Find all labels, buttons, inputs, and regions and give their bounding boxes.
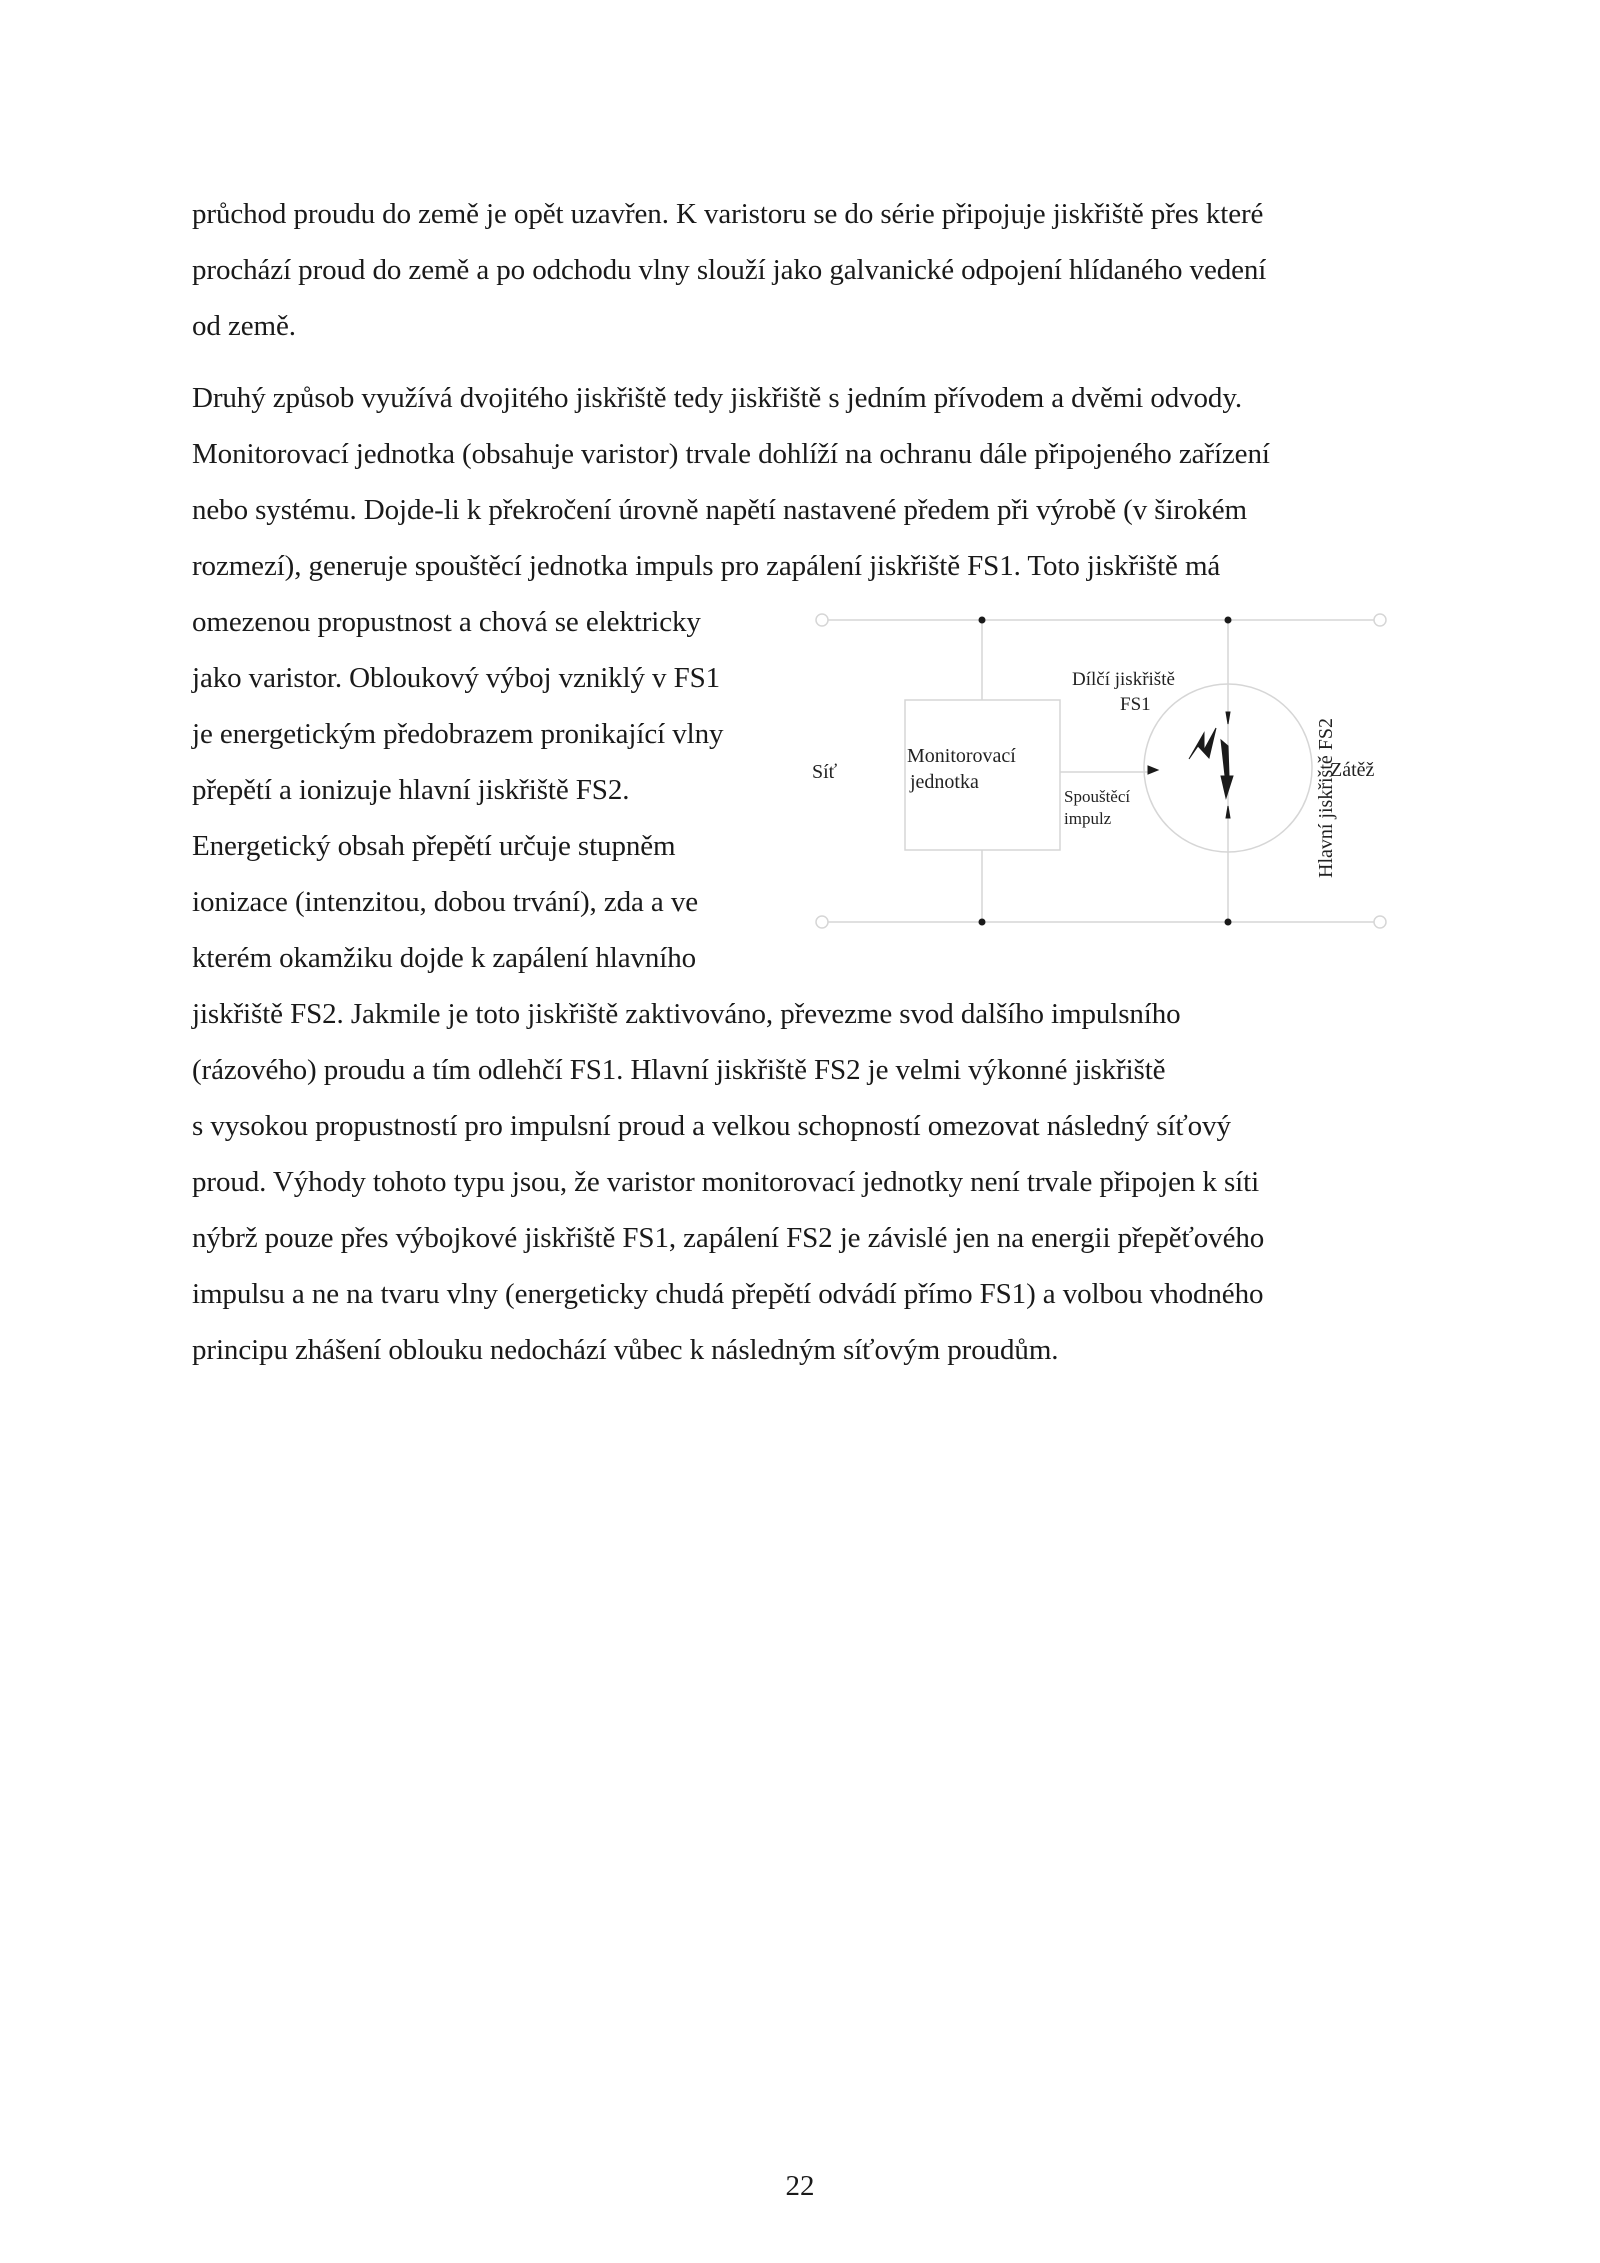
main-gap-label: Hlavní jiskřiště FS2 — [1315, 717, 1337, 878]
page-number: 22 — [785, 2170, 815, 2202]
text-line: Energetický obsah přepětí určuje stupněm — [192, 830, 676, 862]
text-line: omezenou propustnost a chová se elektricky — [192, 606, 701, 638]
text-line: prochází proud do země a po odchodu vlny slouží jako galvanické odpojení hlídaného vedení — [192, 254, 1267, 286]
surge-arrester-diagram — [800, 600, 1400, 940]
trigger-pulse-label: impulz — [1064, 809, 1112, 828]
text-line: principu zhášení oblouku nedochází vůbec k následným síťovým proudům. — [192, 1334, 1059, 1366]
text-line: jako varistor. Obloukový výboj vzniklý v FS1 — [192, 662, 721, 694]
grid-label: Síť — [812, 761, 838, 783]
monitor-unit-label: Monitorovací — [907, 745, 1016, 767]
trigger-pulse-label: Spouštěcí — [1064, 787, 1131, 806]
monitor-unit-label: jednotka — [910, 771, 979, 793]
text-line: rozmezí), generuje spouštěcí jednotka impuls pro zapálení jiskřiště FS1. Toto jiskřiště má — [192, 550, 1221, 582]
text-line: Monitorovací jednotka (obsahuje varistor) trvale dohlíží na ochranu dále připojeného zařízení — [192, 438, 1270, 470]
partial-gap-label: Dílčí jiskřiště — [1072, 669, 1175, 690]
text-line: jiskřiště FS2. Jakmile je toto jiskřiště zaktivováno, převezme svod dalšího impulsního — [192, 998, 1181, 1030]
text-line: nýbrž pouze přes výbojkové jiskřiště FS1, zapálení FS2 je závislé jen na energii přepěťového — [192, 1222, 1265, 1254]
text-line: je energetickým předobrazem pronikající vlny — [192, 718, 724, 750]
text-line: nebo systému. Dojde-li k překročení úrovně napětí nastavené předem při výrobě (v širokém — [192, 494, 1248, 526]
text-line: od země. — [192, 310, 296, 342]
text-line: impulsu a ne na tvaru vlny (energeticky chudá přepětí odvádí přímo FS1) a volbou vhodného — [192, 1278, 1264, 1310]
text-line: kterém okamžiku dojde k zapálení hlavního — [192, 942, 697, 974]
text-line: ionizace (intenzitou, dobou trvání), zda a ve — [192, 886, 699, 918]
text-line: průchod proudu do země je opět uzavřen. K varistoru se do série připojuje jiskřiště přes které — [192, 198, 1264, 230]
text-line: Druhý způsob využívá dvojitého jiskřiště tedy jiskřiště s jedním přívodem a dvěmi odvody. — [192, 382, 1242, 414]
text-line: přepětí a ionizuje hlavní jiskřiště FS2. — [192, 774, 630, 806]
text-line: (rázového) proudu a tím odlehčí FS1. Hlavní jiskřiště FS2 je velmi výkonné jiskřiště — [192, 1054, 1166, 1086]
text-line: s vysokou propustností pro impulsní proud a velkou schopností omezovat následný síťový — [192, 1110, 1231, 1142]
text-line: proud. Výhody tohoto typu jsou, že varistor monitorovací jednotky není trvale připojen k síti — [192, 1166, 1260, 1198]
load-label: Zátěž — [1330, 759, 1375, 781]
partial-gap-label: FS1 — [1120, 694, 1151, 715]
